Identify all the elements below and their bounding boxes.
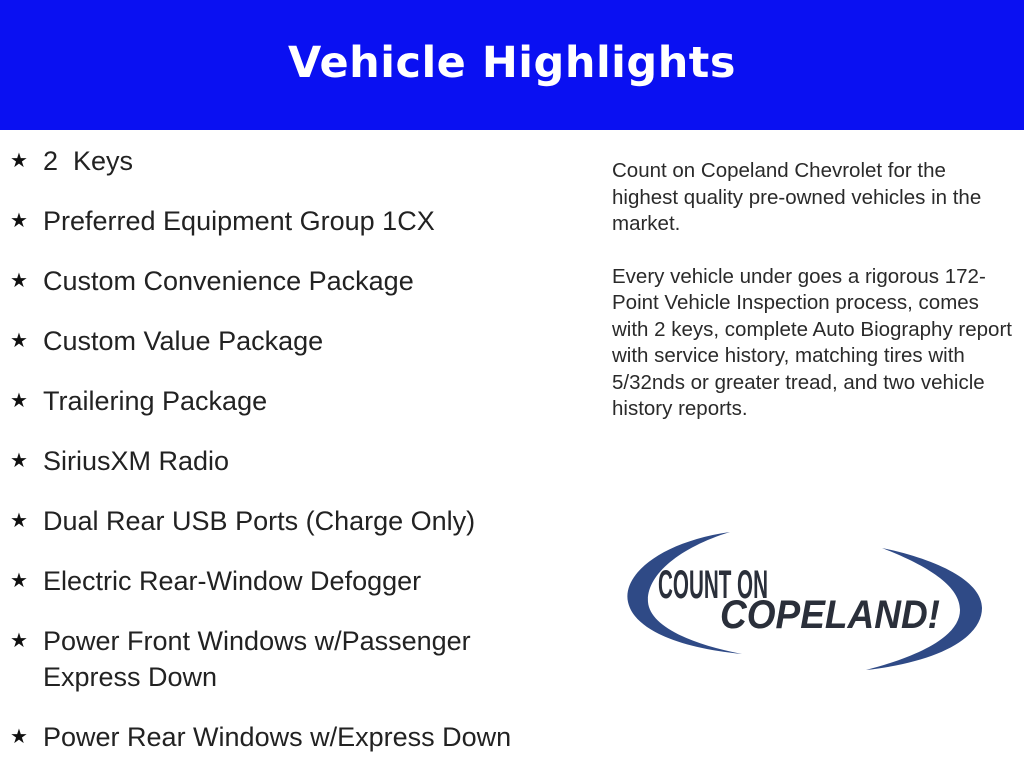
list-item [10, 383, 580, 419]
inspection-paragraph: Every vehicle under goes a rigorous 172-Point Vehicle Inspection process, comes with 2 keys, complete Auto Biography report with service history, matching tires with 5/32nds or greater tread, and two vehicle history reports. [612, 264, 1012, 420]
star-icon: ★ [10, 150, 28, 172]
page-title: Vehicle Highlights [288, 38, 736, 88]
dealer-info [612, 158, 1012, 449]
highlight-text: Trailering Package [43, 386, 268, 416]
list-item [10, 719, 580, 755]
list-item [10, 623, 580, 695]
highlight-text: Dual Rear USB Ports (Charge Only) [43, 506, 476, 536]
list-item [10, 203, 580, 239]
list-item [10, 143, 580, 179]
count-on-copeland-logo [620, 520, 995, 680]
list-item [10, 563, 580, 599]
highlights-list [10, 143, 580, 779]
star-icon: ★ [10, 510, 28, 532]
highlight-text: Power Rear Windows w/Express Down [43, 722, 512, 752]
star-icon: ★ [10, 570, 28, 592]
logo-text-copeland: COPELAND! [720, 593, 940, 637]
highlight-text: Custom Convenience Package [43, 266, 414, 296]
list-item [10, 443, 580, 479]
list-item [10, 503, 580, 539]
dealer-intro-paragraph: Count on Copeland Chevrolet for the highest quality pre-owned vehicles in the market. [612, 159, 982, 235]
star-icon: ★ [10, 210, 28, 232]
star-icon: ★ [10, 450, 28, 472]
list-item [10, 323, 580, 359]
list-item [10, 263, 580, 299]
star-icon: ★ [10, 270, 28, 292]
highlight-text: Custom Value Package [43, 326, 324, 356]
highlight-text: Power Front Windows w/Passenger Express Down [43, 626, 471, 692]
highlight-text: SiriusXM Radio [43, 446, 230, 476]
logo-text-count: COUNT ON [658, 563, 768, 607]
star-icon: ★ [10, 726, 28, 748]
star-icon: ★ [10, 390, 28, 412]
header-banner [0, 0, 1024, 130]
highlight-text: 2 Keys [43, 146, 134, 176]
star-icon: ★ [10, 330, 28, 352]
star-icon: ★ [10, 630, 28, 652]
highlight-text: Preferred Equipment Group 1CX [43, 206, 435, 236]
highlight-text: Electric Rear-Window Defogger [43, 566, 422, 596]
